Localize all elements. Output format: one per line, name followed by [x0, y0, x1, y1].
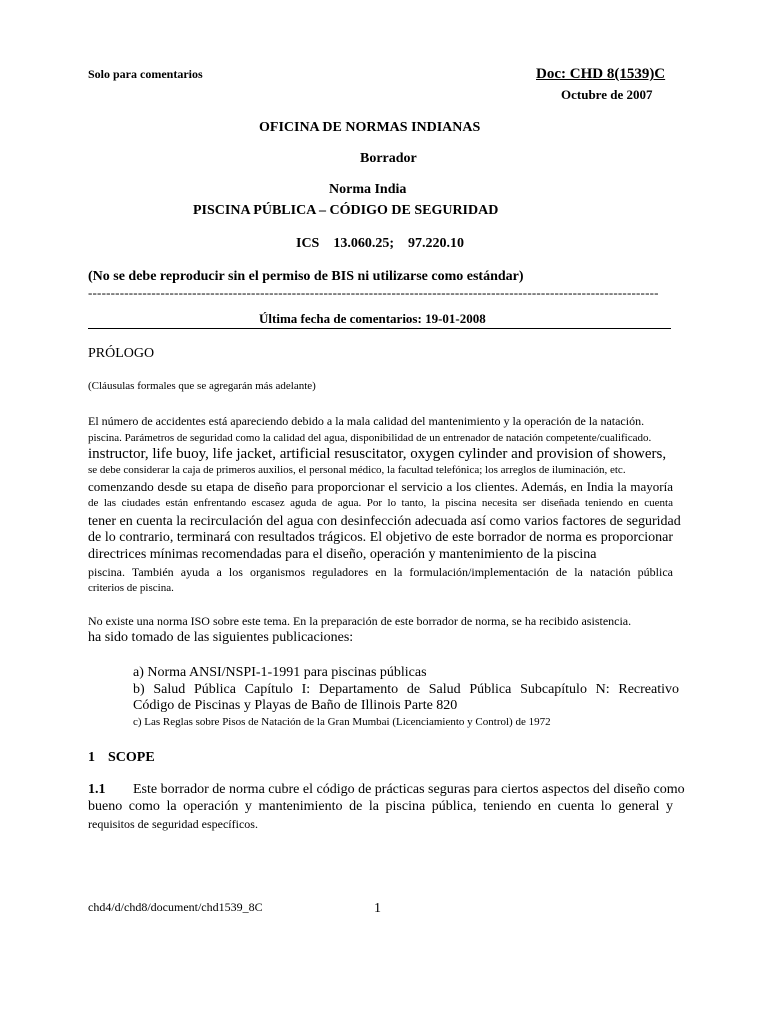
page-number: 1 [374, 901, 381, 916]
comments-only-label: Solo para comentarios [88, 67, 203, 81]
prologue-line: tener en cuenta la recirculación del agua con desinfección adecuada así como varios factores de seguridad [88, 514, 681, 529]
prologue-note: (Cláusulas formales que se agregarán más adelante) [88, 380, 316, 392]
prologue-line: de las ciudades están enfrentando escasez aguda de agua. Por lo tanto, la piscina necesita ser diseñada teniendo en cuenta [88, 497, 673, 509]
prologue-line: ha sido tomado de las siguientes publicaciones: [88, 630, 354, 645]
section-number: 1 [88, 750, 95, 765]
document-title: PISCINA PÚBLICA – CÓDIGO DE SEGURIDAD [193, 203, 499, 218]
reference-item: a) Norma ANSI/NSPI-1-1991 para piscinas públicas [133, 665, 427, 680]
clause-line: bueno como la operación y mantenimiento de la piscina pública, teniendo en cuenta lo general y [88, 799, 673, 814]
reference-item-continuation: Código de Piscinas y Playas de Baño de Illinois Parte 820 [133, 698, 458, 713]
footer-file-path: chd4/d/chd8/document/chd1539_8C [88, 900, 263, 914]
dashed-separator: ------------------------------------------------------------------------------------------------------------------------------ [88, 285, 659, 300]
last-comment-date: Última fecha de comentarios: 19-01-2008 [259, 311, 486, 326]
doc-number: Doc: CHD 8(1539)C [536, 66, 666, 82]
prologue-line: piscina. Parámetros de seguridad como la calidad del agua, disponibilidad de un entrenador de natación competente/cualificado. [88, 432, 652, 444]
office-title: OFICINA DE NORMAS INDIANAS [259, 120, 481, 135]
ics-codes: ICS 13.060.25; 97.220.10 [296, 236, 465, 251]
standard-label: Norma India [329, 182, 407, 197]
prologue-line: piscina. También ayuda a los organismos reguladores en la formulación/implementación de la natación pública [88, 565, 673, 579]
reference-item: c) Las Reglas sobre Pisos de Natación de la Gran Mumbai (Licenciamiento y Control) de 1972 [133, 716, 551, 728]
doc-date: Octubre de 2007 [561, 87, 653, 102]
reference-item: b) Salud Pública Capítulo I: Departamento de Salud Pública Subcapítulo N: Recreativo [133, 682, 679, 697]
prologue-line: de lo contrario, terminará con resultados trágicos. El objetivo de este borrador de norma es proporcionar [88, 530, 673, 545]
prologue-line: directrices mínimas recomendadas para el diseño, operación y mantenimiento de la piscina [88, 547, 597, 562]
prologue-line: criterios de piscina. [88, 582, 174, 594]
prologue-line: comenzando desde su etapa de diseño para proporcionar el servicio a los clientes. Además, en India la mayoría [88, 479, 673, 494]
prologue-heading: PRÓLOGO [88, 346, 155, 361]
clause-line: Este borrador de norma cubre el código de prácticas seguras para ciertos aspectos del diseño como [133, 782, 685, 797]
clause-line: requisitos de seguridad específicos. [88, 817, 258, 831]
reproduction-notice: (No se debe reproducir sin el permiso de BIS ni utilizarse como estándar) [88, 269, 524, 284]
section-heading: SCOPE [108, 750, 155, 765]
prologue-line: instructor, life buoy, life jacket, artificial resuscitator, oxygen cylinder and provision of showers, [88, 446, 667, 462]
prologue-line: No existe una norma ISO sobre este tema. En la preparación de este borrador de norma, se ha recibido asistencia. [88, 614, 632, 628]
draft-label: Borrador [360, 151, 417, 166]
prologue-line: El número de accidentes está apareciendo debido a la mala calidad del mantenimiento y la operación de la natación. [88, 414, 645, 428]
clause-number: 1.1 [88, 782, 106, 797]
title-rule [88, 328, 671, 329]
prologue-line: se debe considerar la caja de primeros auxilios, el personal médico, la facultad telefónica; los arreglos de iluminación, etc. [88, 464, 626, 476]
